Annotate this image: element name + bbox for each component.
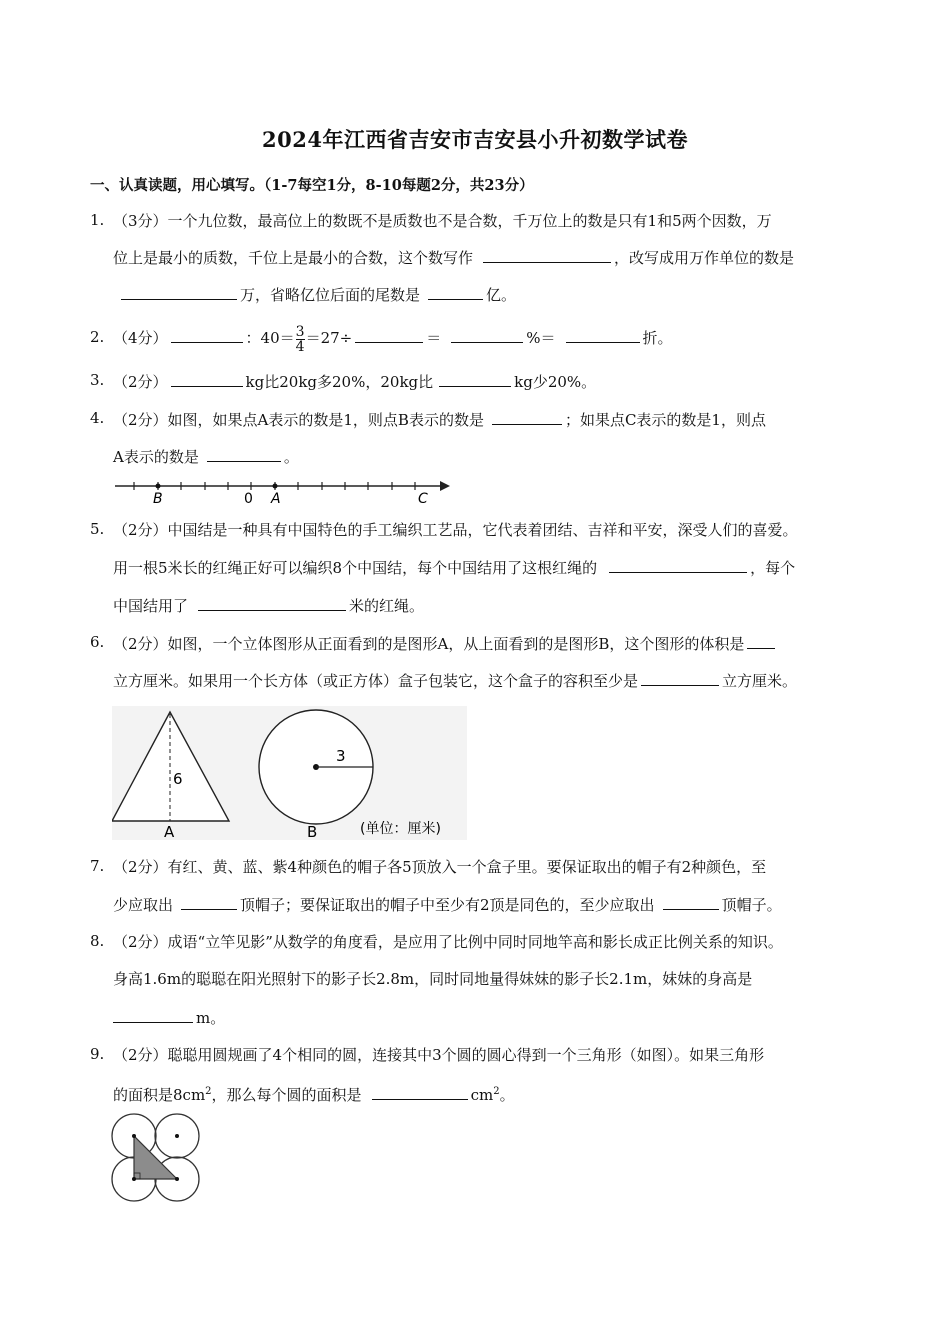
answer-blank[interactable] xyxy=(451,327,523,343)
figure-a-b xyxy=(112,706,472,840)
page-title: 2024年江西省吉安市吉安县小升初数学试卷 xyxy=(262,127,688,152)
text: 顶帽子；要保证取出的帽子中至少有2顶是同色的，至少应取出 xyxy=(240,896,655,914)
answer-blank[interactable] xyxy=(747,633,775,649)
text: ，每个 xyxy=(750,559,796,577)
answer-blank[interactable] xyxy=(428,284,483,300)
question-number: 2. xyxy=(90,328,105,346)
text: 。 xyxy=(283,448,299,466)
text: （2分）如图，一个立体图形从正面看到的是图形A，从上面看到的是图形B，这个图形的体积是 xyxy=(113,635,745,653)
question-number: 1. xyxy=(90,211,105,229)
answer-blank[interactable] xyxy=(171,371,243,387)
text: ：40＝ xyxy=(245,329,295,347)
text: （2分） xyxy=(113,373,168,391)
text: 亿。 xyxy=(486,286,517,304)
text: kg少20%。 xyxy=(514,373,597,391)
answer-blank[interactable] xyxy=(207,446,281,462)
figure-b-label: B xyxy=(307,823,318,840)
text: 用一根5米长的红绳正好可以编织8个中国结，每个中国结用了这根红绳的 xyxy=(113,559,598,577)
height-label: 6 xyxy=(173,770,183,788)
question-1-line-1: （3分）一个九位数，最高位上的数既不是质数也不是合数，千万位上的数是只有1和5两个因数，万 xyxy=(113,212,772,230)
answer-blank[interactable] xyxy=(483,247,611,263)
center-point xyxy=(175,1134,179,1138)
text: 少应取出 xyxy=(113,896,174,914)
figure-a-label: A xyxy=(164,823,175,840)
center-point xyxy=(132,1134,136,1138)
text: 顶帽子。 xyxy=(721,896,782,914)
question-8-line-3 xyxy=(113,1007,225,1028)
answer-blank[interactable] xyxy=(663,894,719,910)
answer-blank[interactable] xyxy=(171,327,243,343)
text: ＝27÷ xyxy=(305,329,353,347)
question-2-line xyxy=(113,320,673,356)
question-number: 3. xyxy=(90,371,105,389)
text: 折。 xyxy=(642,329,673,347)
text: 万，省略亿位后面的尾数是 xyxy=(240,286,421,304)
text: （2分）如图，如果点A表示的数是1，则点B表示的数是 xyxy=(113,411,484,429)
superscript: 2 xyxy=(493,1086,500,1097)
radius-label: 3 xyxy=(336,747,346,765)
question-number: 6. xyxy=(90,633,105,651)
answer-blank[interactable] xyxy=(372,1084,468,1100)
four-circles-figure xyxy=(110,1112,202,1204)
text: 中国结用了 xyxy=(113,597,189,615)
text: cm xyxy=(470,1086,494,1104)
text: kg比20kg多20%，20kg比 xyxy=(245,373,434,391)
point-c-label: C xyxy=(418,491,428,506)
fraction xyxy=(296,325,305,354)
answer-blank[interactable] xyxy=(198,595,346,611)
answer-blank[interactable] xyxy=(641,670,719,686)
question-6-line-1 xyxy=(113,633,778,654)
question-4-line-2 xyxy=(113,446,299,467)
question-5-line-3 xyxy=(113,595,424,616)
fraction-denominator: 4 xyxy=(295,338,305,355)
answer-blank[interactable] xyxy=(355,327,423,343)
question-5-line-1: （2分）中国结是一种具有中国特色的手工编织工艺品，它代表着团结、吉祥和平安，深受人们的喜爱。 xyxy=(113,521,798,539)
question-number: 4. xyxy=(90,409,105,427)
text: 米的红绳。 xyxy=(349,597,425,615)
center-point xyxy=(132,1177,136,1181)
question-7-line-2 xyxy=(113,894,782,915)
question-3-line xyxy=(113,371,596,392)
question-9-line-1: （2分）聪聪用圆规画了4个相同的圆，连接其中3个圆的圆心得到一个三角形（如图）。如果三角形 xyxy=(113,1046,765,1064)
question-9-line-2 xyxy=(113,1082,515,1105)
answer-blank[interactable] xyxy=(121,284,237,300)
superscript: 2 xyxy=(205,1086,212,1097)
answer-blank[interactable] xyxy=(181,894,237,910)
question-8-line-1: （2分）成语“立竿见影”从数学的角度看，是应用了比例中同时同地竿高和影长成正比例关系的知识。 xyxy=(113,933,783,951)
number-line-figure xyxy=(110,474,450,506)
text: %＝ xyxy=(526,329,556,347)
question-1-line-2 xyxy=(113,247,794,268)
text: ；如果点C表示的数是1，则点 xyxy=(564,411,766,429)
text: 。 xyxy=(499,1086,515,1104)
text: 立方厘米。 xyxy=(722,672,798,690)
text: ，那么每个圆的面积是 xyxy=(211,1086,362,1104)
answer-blank[interactable] xyxy=(439,371,511,387)
answer-blank[interactable] xyxy=(113,1007,193,1023)
text: A表示的数是 xyxy=(113,448,199,466)
unit-label: (单位：厘米) xyxy=(360,821,441,837)
question-8-line-2: 身高1.6m的聪聪在阳光照射下的影子长2.8m，同时同地量得妹妹的影子长2.1m，妹妹的身高是 xyxy=(113,970,753,988)
point-a xyxy=(273,484,278,489)
question-1-line-3 xyxy=(113,284,516,305)
text: 立方厘米。如果用一个长方体（或正方体）盒子包装它，这个盒子的容积至少是 xyxy=(113,672,639,690)
text: ＝ xyxy=(426,329,442,347)
question-number: 7. xyxy=(90,857,105,875)
answer-blank[interactable] xyxy=(492,409,562,425)
text: m。 xyxy=(196,1009,226,1027)
text: （4分） xyxy=(113,329,168,347)
arrow-head-icon xyxy=(440,481,450,491)
text: ，改写成用万作单位的数是 xyxy=(614,249,795,267)
question-6-line-2 xyxy=(113,670,797,691)
point-b xyxy=(156,484,161,489)
question-4-line-1 xyxy=(113,409,766,430)
text: 位上是最小的质数，千位上是最小的合数，这个数写作 xyxy=(113,249,474,267)
point-a-label: A xyxy=(271,491,281,506)
question-5-line-2 xyxy=(113,557,795,578)
text: 的面积是8cm xyxy=(113,1086,206,1104)
fraction-numerator: 3 xyxy=(295,323,305,340)
point-b-label: B xyxy=(153,491,163,506)
center-point xyxy=(175,1177,179,1181)
section-heading: 一、认真读题，用心填写。（1-7每空1分，8-10每题2分，共23分） xyxy=(90,177,534,194)
answer-blank[interactable] xyxy=(609,557,747,573)
question-number: 8. xyxy=(90,932,105,950)
question-number: 5. xyxy=(90,520,105,538)
answer-blank[interactable] xyxy=(566,327,640,343)
zero-label: 0 xyxy=(244,491,253,506)
question-7-line-1: （2分）有红、黄、蓝、紫4种颜色的帽子各5顶放入一个盒子里。要保证取出的帽子有2种颜色，至 xyxy=(113,858,767,876)
question-number: 9. xyxy=(90,1045,105,1063)
